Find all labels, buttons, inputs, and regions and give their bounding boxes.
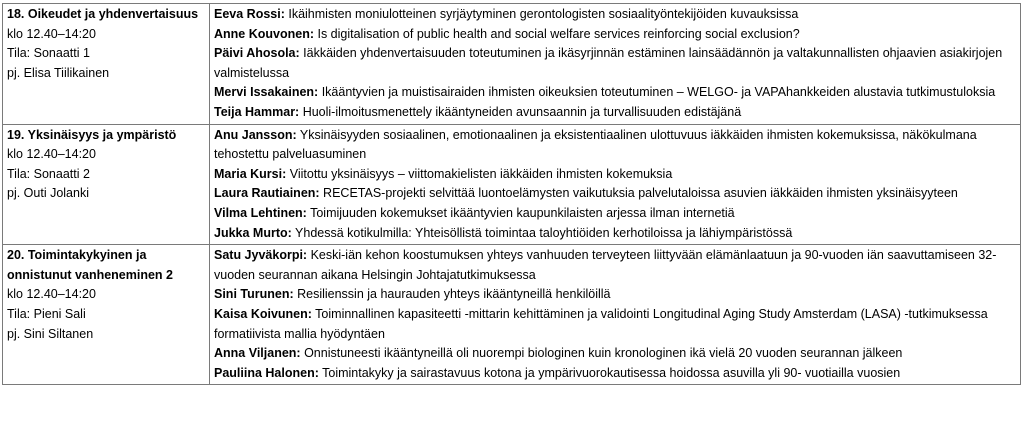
session-chair: pj. Outi Jolanki bbox=[7, 186, 89, 201]
session-time: klo 12.40–14:20 bbox=[7, 147, 96, 162]
talk-title: Huoli-ilmoitusmenettely ikääntyneiden avunsaannin ja turvallisuuden edistäjänä bbox=[299, 104, 742, 119]
session-talks-cell bbox=[210, 4, 1021, 125]
talk-entry bbox=[214, 25, 1016, 45]
session-chair: pj. Sini Siltanen bbox=[7, 326, 94, 341]
talk-entry bbox=[214, 204, 1016, 224]
talk-speaker: Anu Jansson: bbox=[214, 127, 297, 142]
talk-title: Yksinäisyyden sosiaalinen, emotionaalinen ja eksistentiaalinen ulottuvuus iäkkäiden ihmisten kokemuksissa, näkökulmana tehostettu palveluasuminen bbox=[214, 127, 977, 162]
talk-speaker: Anne Kouvonen: bbox=[214, 26, 314, 41]
talk-entry bbox=[214, 44, 1016, 83]
session-chair: pj. Elisa Tiilikainen bbox=[7, 65, 110, 80]
talk-entry bbox=[214, 246, 1016, 285]
session-info-cell bbox=[3, 124, 210, 245]
session-room: Tila: Sonaatti 1 bbox=[7, 46, 90, 61]
talk-speaker: Kaisa Koivunen: bbox=[214, 306, 312, 321]
talk-title: Ikäihmisten moniulotteinen syrjäytyminen gerontologisten sosiaalityöntekijöiden kuvauksissa bbox=[284, 7, 799, 21]
talk-entry bbox=[214, 103, 1016, 123]
talk-entry bbox=[214, 126, 1016, 165]
talk-title: RECETAS-projekti selvittää luontoelämysten vaikutuksia palvelutaloissa asuvien iäkkäiden ihmisten yksinäisyyteen bbox=[319, 186, 958, 201]
talk-title: Resilienssin ja haurauden yhteys ikääntyneillä henkilöillä bbox=[293, 287, 611, 302]
talk-entry bbox=[214, 364, 1016, 384]
talk-title: Viitottu yksinäisyys – viittomakielisten iäkkäiden ihmisten kokemuksia bbox=[286, 166, 673, 181]
session-info-cell bbox=[3, 4, 210, 125]
talk-entry bbox=[214, 184, 1016, 204]
talk-entry bbox=[214, 165, 1016, 185]
talk-speaker: Sini Turunen: bbox=[214, 287, 294, 302]
session-time: klo 12.40–14:20 bbox=[7, 26, 96, 41]
talk-speaker: Satu Jyväkorpi: bbox=[214, 248, 308, 263]
talk-title: Iäkkäiden yhdenvertaisuuden toteutuminen ja ikäsyrjinnän estäminen lainsäädännön ja valtakunnallisten ohjaavien asiakirjojen valmistelussa bbox=[214, 46, 1003, 80]
talk-title: Toimijuuden kokemukset ikääntyvien kaupunkilaisten arjessa ilman internetiä bbox=[306, 205, 735, 220]
talk-entry bbox=[214, 344, 1016, 364]
talk-speaker: Anna Viljanen: bbox=[214, 346, 301, 361]
session-talks-cell bbox=[210, 124, 1021, 245]
talk-speaker: Mervi Issakainen: bbox=[214, 85, 319, 100]
talk-entry bbox=[214, 285, 1016, 305]
talk-speaker: Eeva Rossi: bbox=[214, 7, 285, 21]
talk-title: Toiminnallinen kapasiteetti -mittarin kehittäminen ja validointi Longitudinal Aging Study Amsterdam (LASA) -tutkimuksessa formatiivista mallia hyödyntäen bbox=[214, 306, 988, 341]
talk-speaker: Teija Hammar: bbox=[214, 104, 300, 119]
talk-entry bbox=[214, 83, 1016, 103]
program-table-body bbox=[3, 4, 1021, 385]
session-time: klo 12.40–14:20 bbox=[7, 287, 96, 302]
talk-speaker: Jukka Murto: bbox=[214, 225, 292, 240]
session-row bbox=[3, 4, 1021, 125]
session-title: 20. Toimintakykyinen ja onnistunut vanheneminen 2 bbox=[7, 248, 173, 282]
talk-speaker: Päivi Ahosola: bbox=[214, 46, 300, 61]
talk-title: Ikääntyvien ja muistisairaiden ihmisten oikeuksien toteutuminen – WELGO- ja VAPAhankkeiden alustavia tutkimustuloksia bbox=[318, 85, 996, 100]
talk-title: Is digitalisation of public health and social welfare services reinforcing social exclusion? bbox=[314, 26, 800, 41]
session-title: 18. Oikeudet ja yhdenvertaisuus bbox=[7, 7, 199, 21]
session-row bbox=[3, 124, 1021, 245]
talk-entry bbox=[214, 224, 1016, 244]
talk-entry bbox=[214, 305, 1016, 344]
talk-speaker: Maria Kursi: bbox=[214, 166, 287, 181]
session-room: Tila: Pieni Sali bbox=[7, 306, 86, 321]
session-info-cell bbox=[3, 245, 210, 385]
talk-entry bbox=[214, 5, 1016, 25]
talk-speaker: Pauliina Halonen: bbox=[214, 365, 319, 380]
talk-title: Toimintakyky ja sairastavuus kotona ja ympärivuorokautisessa hoidossa asuvilla yli 90- vuotiailla vuosien bbox=[318, 365, 901, 380]
talk-title: Keski-iän kehon koostumuksen yhteys vanhuuden terveyteen liittyvään elämänlaatuun ja 90-vuoden iän saavuttamiseen 32-vuoden seurannan aikana Helsingin Johtajatutkimuksessa bbox=[214, 248, 997, 282]
session-room: Tila: Sonaatti 2 bbox=[7, 166, 90, 181]
talk-speaker: Vilma Lehtinen: bbox=[214, 205, 307, 220]
talk-speaker: Laura Rautiainen: bbox=[214, 186, 320, 201]
talk-title: Yhdessä kotikulmilla: Yhteisöllistä toimintaa taloyhtiöiden kerhotiloissa ja lähiympäristössä bbox=[291, 225, 793, 240]
session-talks-cell bbox=[210, 245, 1021, 385]
session-title: 19. Yksinäisyys ja ympäristö bbox=[7, 127, 177, 142]
program-table bbox=[2, 3, 1021, 385]
talk-title: Onnistuneesti ikääntyneillä oli nuorempi biologinen kuin kronologinen ikä vielä 20 vuoden seurannan jälkeen bbox=[300, 346, 903, 361]
session-row bbox=[3, 245, 1021, 385]
